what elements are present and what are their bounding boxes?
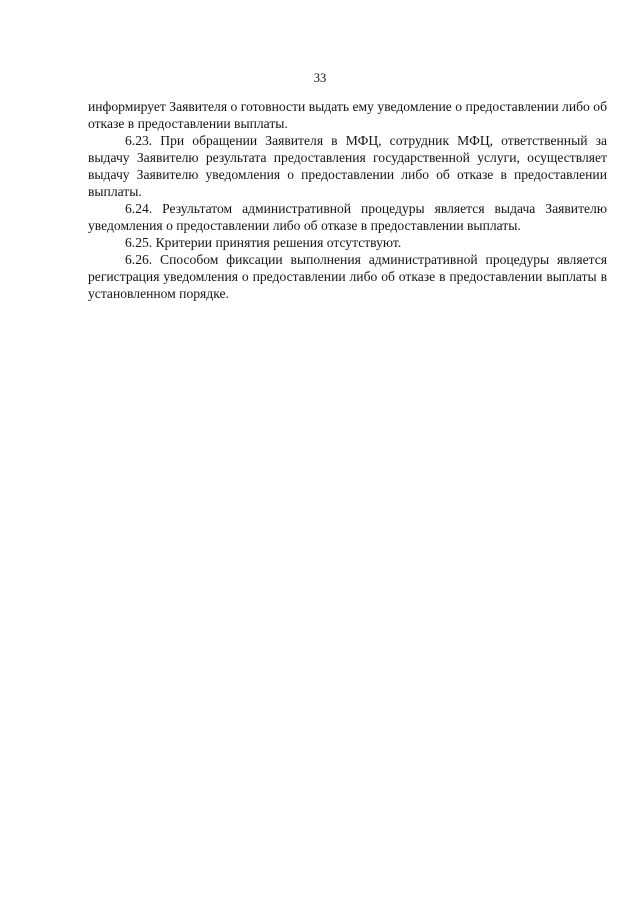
paragraph-6-24: 6.24. Результатом административной процедуры является выдача Заявителю уведомления о предоставлении либо об отказе в предоставлении выплаты. [88,201,607,233]
document-body [88,98,607,302]
paragraph-6-26: 6.26. Способом фиксации выполнения административной процедуры является регистрация уведомления о предоставлении либо об отказе в предоставлении выплаты в установленном порядке. [88,252,607,301]
paragraph-6-25: 6.25. Критерии принятия решения отсутствуют. [125,235,402,250]
paragraph-6-23: 6.23. При обращении Заявителя в МФЦ, сотрудник МФЦ, ответственный за выдачу Заявителю результата предоставления государственной услуги, осуществляет выдачу Заявителю уведомления о предоставлении либо об отказе в предоставлении выплаты. [88,133,607,199]
paragraph-continuation: информирует Заявителя о готовности выдать ему уведомление о предоставлении либо об отказе в предоставлении выплаты. [88,99,607,131]
page-number: 33 [313,71,327,85]
